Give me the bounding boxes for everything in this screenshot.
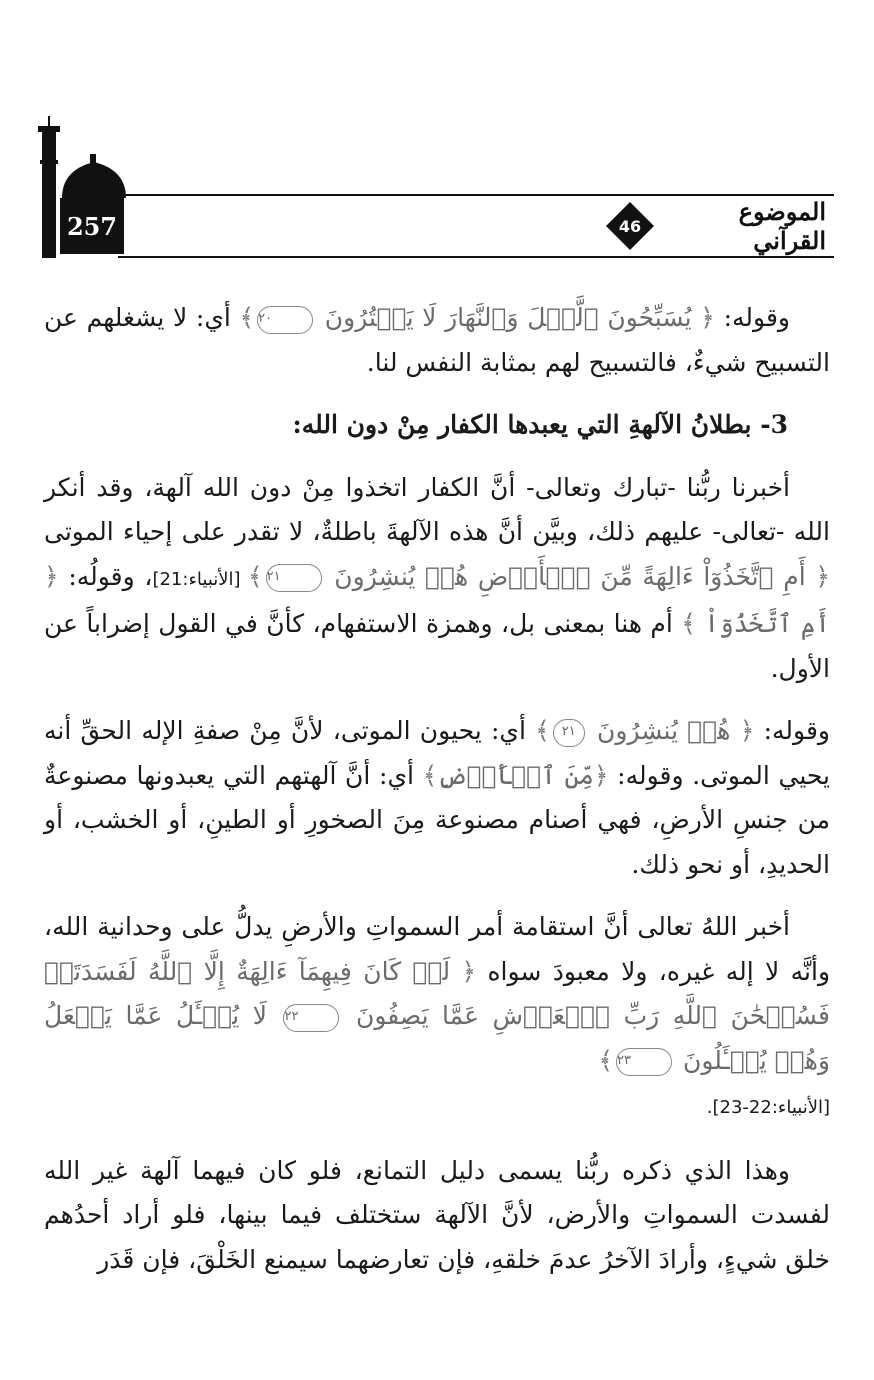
- text-segment: أي: لا يشغلهم عن التسبيح شيءٌ، فالتسبيح لهم بمثابة النفس لنا.: [44, 303, 830, 377]
- verse-reference: [الأنبياء:22-23].: [706, 1097, 830, 1118]
- bracket-open-icon: ﴿: [815, 561, 830, 591]
- chapter-number: 46: [618, 216, 642, 236]
- text-segment: أي: أنَّ آلهتهم التي يعبدونها مصنوعةٌ من جنسِ الأرضِ، فهي أصنام مصنوعة مِنَ الصخورِ أو الطينِ، أو الخشب، أو الحديدِ، أو نحو ذلك.: [44, 760, 830, 879]
- text-segment: وقوله:: [714, 303, 790, 332]
- verse-reference: [الأنبياء:21]: [152, 568, 248, 590]
- bracket-close-icon: ﴾: [681, 609, 696, 638]
- header-bottom-rule: [118, 256, 834, 258]
- bracket-open-icon: ﴿: [739, 716, 755, 745]
- bracket-open-icon: ﴿: [44, 561, 59, 591]
- paragraph-2: [44, 466, 830, 692]
- text-segment: أخبرنا ربُّنا -تبارك وتعالى- أنَّ الكفار اتخذوا مِنْ دون الله آلهة، وقد أنكر الله -تعالى- عليهم ذلك، وبيَّن أنَّ هذه الآلهةَ باطلةٌ، لا تقدر على إحياء الموتى: [44, 472, 830, 546]
- bracket-close-icon: ﴾: [248, 561, 263, 591]
- quran-verse: لَا يُسۡـَٔلُ عَمَّا يَفۡعَلُ وَهُمۡ يُسۡـَٔلُونَ: [44, 1001, 830, 1075]
- quran-verse: أَمِ ٱتَّخَذُوٓاْ ءَالِهَةً مِّنَ ٱلۡأَرۡضِ هُمۡ يُنشِرُونَ: [334, 561, 806, 591]
- section-title: الموضوع القرآني: [738, 197, 826, 255]
- quran-verse: يُسَبِّحُونَ ٱلَّيۡلَ وَٱلنَّهَارَ لَا يَفۡتُرُونَ: [324, 303, 692, 332]
- ayah-number: ٢٠: [257, 306, 313, 334]
- page-number: 257: [60, 198, 124, 254]
- header-top-rule: [118, 194, 834, 196]
- quran-verse: أَمِ ٱتَّخَذُوٓاْ: [704, 609, 830, 638]
- text-segment: وقوله:: [754, 716, 830, 745]
- ayah-number: ٢٢: [283, 1004, 339, 1032]
- page-content: [44, 296, 830, 1300]
- text-segment: ، وقولُه:: [58, 561, 153, 591]
- text-segment: أخبر اللهُ تعالى أنَّ استقامة أمر السمواتِ والأرضِ يدلُّ على وحدانية الله، وأنَّه لا إله غيره، ولا معبودَ سواه: [44, 912, 831, 986]
- bracket-open-icon: ﴿: [700, 303, 715, 332]
- bracket-close-icon: ﴾: [422, 760, 438, 790]
- text-segment: أي: يحيون الموتى، لأنَّ مِنْ صفةِ الإله الحقِّ أنه يحيي الموتى. وقوله:: [44, 716, 830, 790]
- quran-verse: هُمۡ يُنشِرُونَ: [597, 716, 731, 745]
- paragraph-3: [44, 709, 830, 887]
- ayah-number: ٢٣: [616, 1048, 672, 1076]
- section-heading: 3- بطلانُ الآلهةِ التي يعبدها الكفار مِنْ دون الله:: [292, 410, 788, 439]
- paragraph-1: [44, 296, 830, 385]
- quran-verse: مِّنَ ٱلۡأَرۡضِ: [437, 760, 594, 790]
- quran-verse: لَوۡ كَانَ فِيهِمَآ ءَالِهَةٌ إِلَّا ٱللَّهُ لَفَسَدَتَاۚ فَسُبۡحَٰنَ ٱللَّهِ رَبِّ ٱلۡعَرۡشِ عَمَّا يَصِفُونَ: [44, 956, 830, 1030]
- bracket-open-icon: ﴿: [461, 956, 477, 986]
- page-header: [0, 0, 874, 270]
- bracket-open-icon: ﴿: [593, 760, 609, 790]
- bracket-close-icon: ﴾: [239, 303, 255, 332]
- paragraph-4: [44, 905, 830, 1131]
- bracket-close-icon: ﴾: [535, 716, 550, 745]
- paragraph-5: وهذا الذي ذكره ربُّنا يسمى دليل التمانع، فلو كان فيهما آلهة غير الله لفسدت السمواتِ والأرض، لأنَّ الآلهة ستختلف فيما بينها، فلو أراد أحدُهم خلق شيءٍ، وأرادَ الآخرُ عدمَ خلقهِ، فإن تعارضهما سيمنع الخَلْقَ، فإن قَدَر: [44, 1155, 830, 1274]
- text-segment: أم هنا بمعنى بل، وهمزة الاستفهام، كأنَّ في القول إضراباً عن الأول.: [44, 609, 830, 683]
- bracket-close-icon: ﴾: [598, 1045, 614, 1075]
- ayah-number: ٢١: [266, 564, 322, 592]
- ayah-number: ٢١: [553, 719, 585, 747]
